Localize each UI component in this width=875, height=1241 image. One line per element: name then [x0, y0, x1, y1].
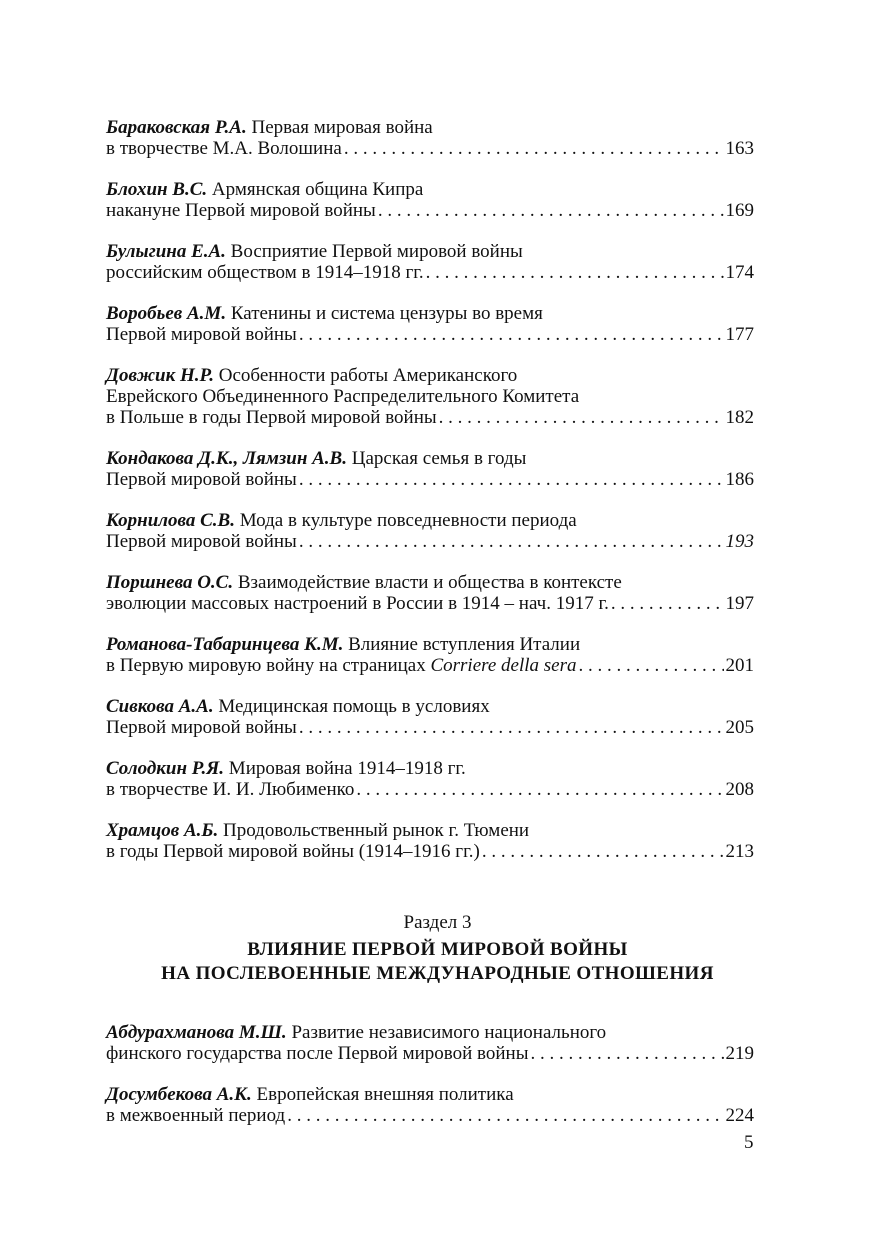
- entry-title-cont: Первой мировой войны: [106, 531, 297, 552]
- dot-leader: [299, 324, 724, 345]
- entry-author: Довжик Н.Р.: [106, 365, 214, 386]
- entry-title-cont: накануне Первой мировой войны: [106, 200, 376, 221]
- entry-author: Храмцов А.Б.: [106, 820, 219, 841]
- toc-entry: [106, 448, 754, 490]
- entry-page: 174: [725, 262, 754, 283]
- entry-title: Развитие независимого национального: [286, 1022, 607, 1043]
- entry-title: Мировая война 1914–1918 гг.: [224, 758, 466, 779]
- entry-page: 201: [725, 655, 754, 676]
- toc-list-bottom: [106, 1022, 754, 1146]
- entry-page: 186: [725, 469, 754, 490]
- entry-author: Булыгина Е.А.: [106, 241, 226, 262]
- toc-entry: [106, 241, 754, 283]
- entry-title: Мода в культуре повседневности периода: [234, 510, 577, 531]
- entry-page: 177: [725, 324, 754, 345]
- entry-title: Влияние вступления Италии: [343, 634, 581, 655]
- entry-author: Досумбекова А.К.: [106, 1084, 252, 1105]
- entry-author: Воробьев А.М.: [106, 303, 227, 324]
- entry-title-cont: в творчестве М.А. Волошина: [106, 138, 342, 159]
- entry-page: 224: [725, 1105, 754, 1126]
- toc-entry: [106, 572, 754, 614]
- entry-author: Блохин В.С.: [106, 179, 208, 200]
- dot-leader: [426, 262, 724, 283]
- entry-title: Восприятие Первой мировой войны: [225, 241, 523, 262]
- toc-entry: [106, 1084, 754, 1126]
- entry-title-cont: в годы Первой мировой войны (1914–1916 гг.): [106, 841, 480, 862]
- entry-title-cont: в творчестве И. И. Любименко: [106, 779, 355, 800]
- entry-author: Бараковская Р.А.: [106, 117, 247, 138]
- entry-title-cont: в Польше в годы Первой мировой войны: [106, 407, 437, 428]
- entry-title: Европейская внешняя политика: [251, 1084, 514, 1105]
- section-label: Раздел 3: [403, 912, 472, 933]
- entry-title: Особенности работы Американского: [214, 365, 518, 386]
- toc-entry: [106, 179, 754, 221]
- toc-list-top: [106, 117, 754, 882]
- entry-page: 169: [725, 200, 754, 221]
- entry-title-cont: Первой мировой войны: [106, 469, 297, 490]
- entry-title-cont: российским обществом в 1914–1918 гг.: [106, 262, 424, 283]
- toc-entry: [106, 696, 754, 738]
- toc-entry: [106, 510, 754, 552]
- dot-leader: [299, 717, 724, 738]
- entry-author: Солодкин Р.Я.: [106, 758, 225, 779]
- entry-page: 205: [725, 717, 754, 738]
- entry-title-cont: Первой мировой войны: [106, 324, 297, 345]
- dot-leader: [611, 593, 724, 614]
- entry-title-cont: Первой мировой войны: [106, 717, 297, 738]
- dot-leader: [356, 779, 723, 800]
- entry-author: Корнилова С.В.: [106, 510, 235, 531]
- entry-title: Катенины и система цензуры во время: [226, 303, 543, 324]
- entry-title: Продовольственный рынок г. Тюмени: [218, 820, 530, 841]
- toc-entry: [106, 1022, 754, 1064]
- entry-title: Первая мировая война: [246, 117, 433, 138]
- dot-leader: [299, 531, 724, 552]
- entry-page: 213: [725, 841, 754, 862]
- toc-entry: [106, 758, 754, 800]
- entry-title-cont: финского государства после Первой мировой войны: [106, 1043, 529, 1064]
- dot-leader: [378, 200, 724, 221]
- entry-author: Сивкова А.А.: [106, 696, 214, 717]
- dot-leader: [578, 655, 723, 676]
- entry-page: 193: [725, 531, 754, 552]
- section-title-line1: ВЛИЯНИЕ ПЕРВОЙ МИРОВОЙ ВОЙНЫ: [247, 939, 628, 960]
- toc-entry: [106, 303, 754, 345]
- toc-entry: [106, 117, 754, 159]
- toc-entry: [106, 365, 754, 428]
- dot-leader: [299, 469, 724, 490]
- entry-author: Романова-Табаринцева К.М.: [106, 634, 344, 655]
- entry-page: 208: [725, 779, 754, 800]
- entry-author: Поршнева О.С.: [106, 572, 234, 593]
- section-title-line2: НА ПОСЛЕВОЕННЫЕ МЕЖДУНАРОДНЫЕ ОТНОШЕНИЯ: [161, 963, 714, 984]
- dot-leader: [530, 1043, 723, 1064]
- section-header: [0, 912, 875, 986]
- entry-author: Абдурахманова М.Ш.: [106, 1022, 287, 1043]
- entry-author: Кондакова Д.К., Лямзин А.В.: [106, 448, 347, 469]
- dot-leader: [482, 841, 724, 862]
- entry-title-cont: в межвоенный период: [106, 1105, 286, 1126]
- entry-page: 182: [725, 407, 754, 428]
- entry-page: 163: [725, 138, 754, 159]
- newspaper-title: Corriere della sera: [430, 655, 577, 676]
- entry-title: Царская семья в годы: [346, 448, 527, 469]
- toc-entry: [106, 820, 754, 862]
- entry-title: Медицинская помощь в условиях: [213, 696, 490, 717]
- entry-title-cont: эволюции массовых настроений в России в 1914 – нач. 1917 г.: [106, 593, 609, 614]
- page-number: 5: [744, 1132, 754, 1153]
- dot-leader: [439, 407, 724, 428]
- dot-leader: [344, 138, 724, 159]
- toc-entry: [106, 634, 754, 676]
- entry-title-middle: Еврейского Объединенного Распределительного Комитета: [106, 386, 580, 407]
- dot-leader: [287, 1105, 723, 1126]
- entry-page: 197: [725, 593, 754, 614]
- entry-title-cont: в Первую мировую войну на страницах: [106, 655, 431, 676]
- entry-page: 219: [725, 1043, 754, 1064]
- entry-title: Взаимодействие власти и общества в контексте: [233, 572, 622, 593]
- entry-title: Армянская община Кипра: [207, 179, 424, 200]
